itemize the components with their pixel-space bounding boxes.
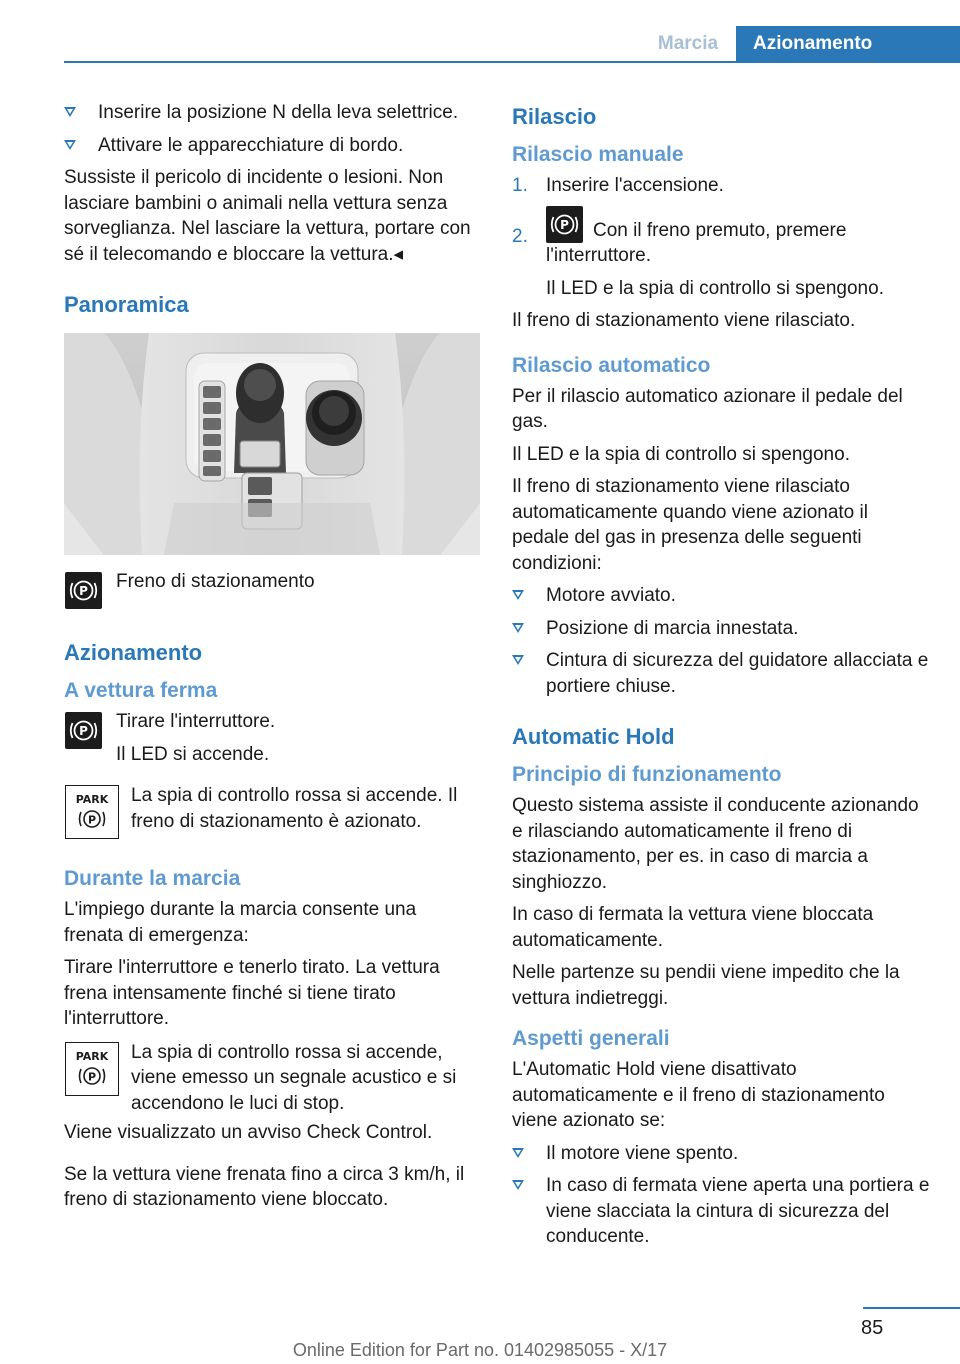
step-item: 2. P Con il freno premuto, premere l'interruttore. Il LED e la spia di controllo si spengono. (512, 206, 930, 302)
svg-text:PARK: PARK (75, 1049, 109, 1063)
bullet-triangle-icon (512, 655, 524, 665)
condizioni-paragraph: Il freno di stazionamento viene rilasciato automaticamente quando viene azionato il pedale del gas in presenza delle seguenti condizioni: (512, 476, 868, 574)
spia-acustico-text: La spia di controllo rossa si accende, viene emesso un segnale acustico e si accendono le luci di stop. (131, 1041, 457, 1114)
rilasciato-paragraph: Il freno di stazionamento viene rilasciato. (512, 310, 856, 331)
svg-text:P: P (87, 813, 97, 827)
step-item: 1. Inserire l'accensione. (512, 175, 724, 196)
header-tab-marcia[interactable]: Marcia (657, 33, 719, 54)
svg-text:P: P (87, 1070, 97, 1083)
section-title-rilascio: Rilascio (512, 104, 597, 129)
svg-text:P: P (79, 724, 88, 738)
principio-paragraph: Questo sistema assiste il conducente azionando e rilasciando automaticamente il freno di stazionamento, per es. in caso di marcia a singhiozzo. (512, 795, 919, 893)
caption-freno: Freno di stazionamento (116, 571, 315, 592)
right-column (512, 100, 930, 1257)
spia-rossa-text: La spia di controllo rossa si accende. Il freno di stazionamento è azionato. (131, 785, 458, 832)
list-item: Cintura di sicurezza del guidatore allacciata e portiere chiuse. (512, 648, 930, 699)
console-photo (64, 333, 480, 555)
spia-rossa-row (64, 783, 480, 839)
parking-brake-icon (65, 572, 102, 609)
impiego-paragraph: L'impiego durante la marcia consente una frenata di emergenza: (64, 899, 417, 946)
subsection-principio: Principio di funzionamento (512, 763, 782, 786)
svg-text:P: P (560, 217, 569, 232)
bullet-triangle-icon (64, 140, 76, 150)
warning-paragraph: Sussiste il pericolo di incidente o lesioni. Non lasciare bambini o animali nella vettura senza sorveglianza. Nel lasciare la vettura, portare con sé il telecomando e bloccare la vettura.◂ (64, 167, 471, 265)
section-title-automatic-hold: Automatic Hold (512, 724, 675, 749)
tirare-text: Tirare l'interruttore. (116, 711, 276, 732)
partenze-paragraph: Nelle partenze su pendii viene impedito che la vettura indietreggi. (512, 962, 900, 1009)
tirare-tenere-paragraph: Tirare l'interruttore e tenerlo tirato. La vettura frena intensamente finché si tiene tirato l'interruttore. (64, 957, 440, 1029)
subsection-rilascio-automatico: Rilascio automatico (512, 353, 711, 377)
list-item: In caso di fermata viene aperta una portiera e viene slacciata la cintura di sicurezza del conducente. (512, 1173, 930, 1250)
page-number: 85 (861, 1317, 884, 1339)
spia-acustico-row (64, 1040, 480, 1117)
subsection-durante-marcia: Durante la marcia (64, 867, 241, 890)
park-indicator-icon (65, 1042, 119, 1096)
edition-footer: Online Edition for Part no. 01402985055 - X/17 (292, 1340, 668, 1360)
subsection-vettura-ferma: A vettura ferma (64, 679, 218, 702)
end-mark-icon: ◂ (393, 243, 404, 265)
list-item: Posizione di marcia innestata. (512, 616, 930, 642)
subsection-aspetti-generali: Aspetti generali (512, 1027, 670, 1050)
frenata-paragraph: Se la vettura viene frenata fino a circa 3 km/h, il freno di stazionamento viene bloccato. (64, 1163, 465, 1210)
aspetti-paragraph: L'Automatic Hold viene disattivato automaticamente e il freno di stazionamento viene azionato se: (512, 1059, 885, 1131)
bullet-triangle-icon (512, 1148, 524, 1158)
list-item: Inserire la posizione N della leva selettrice. (64, 100, 480, 126)
led-spengono-paragraph: Il LED e la spia di controllo si spengono. (512, 443, 850, 465)
bullet-triangle-icon (64, 107, 76, 117)
tirare-row (64, 709, 480, 767)
park-indicator-icon (65, 785, 119, 839)
left-column (64, 100, 480, 1220)
caption-freno-row (64, 569, 480, 609)
parking-brake-icon (546, 206, 583, 243)
section-title-azionamento: Azionamento (64, 640, 203, 665)
check-control-paragraph: Viene visualizzato un avviso Check Control. (64, 1122, 433, 1143)
automatico-paragraph: Per il rilascio automatico azionare il pedale del gas. (512, 385, 903, 432)
svg-text:PARK: PARK (75, 793, 109, 806)
header-tab-azionamento[interactable]: Azionamento (736, 26, 960, 61)
fermata-paragraph: In caso di fermata la vettura viene bloccata automaticamente. (512, 904, 874, 951)
subsection-rilascio-manuale: Rilascio manuale (512, 143, 684, 166)
bullet-triangle-icon (512, 623, 524, 633)
list-item: Motore avviato. (512, 583, 930, 609)
section-title-panoramica: Panoramica (64, 292, 189, 317)
led-accende-text: Il LED si accende. (116, 743, 270, 765)
parking-brake-icon (65, 712, 102, 749)
bullet-triangle-icon (512, 1180, 524, 1190)
header-rule (64, 61, 960, 63)
list-item: Il motore viene spento. (512, 1141, 930, 1167)
list-item: Attivare le apparecchiature di bordo. (64, 133, 480, 159)
footer-rule (863, 1307, 960, 1309)
svg-text:P: P (79, 584, 88, 598)
bullet-triangle-icon (512, 590, 524, 600)
